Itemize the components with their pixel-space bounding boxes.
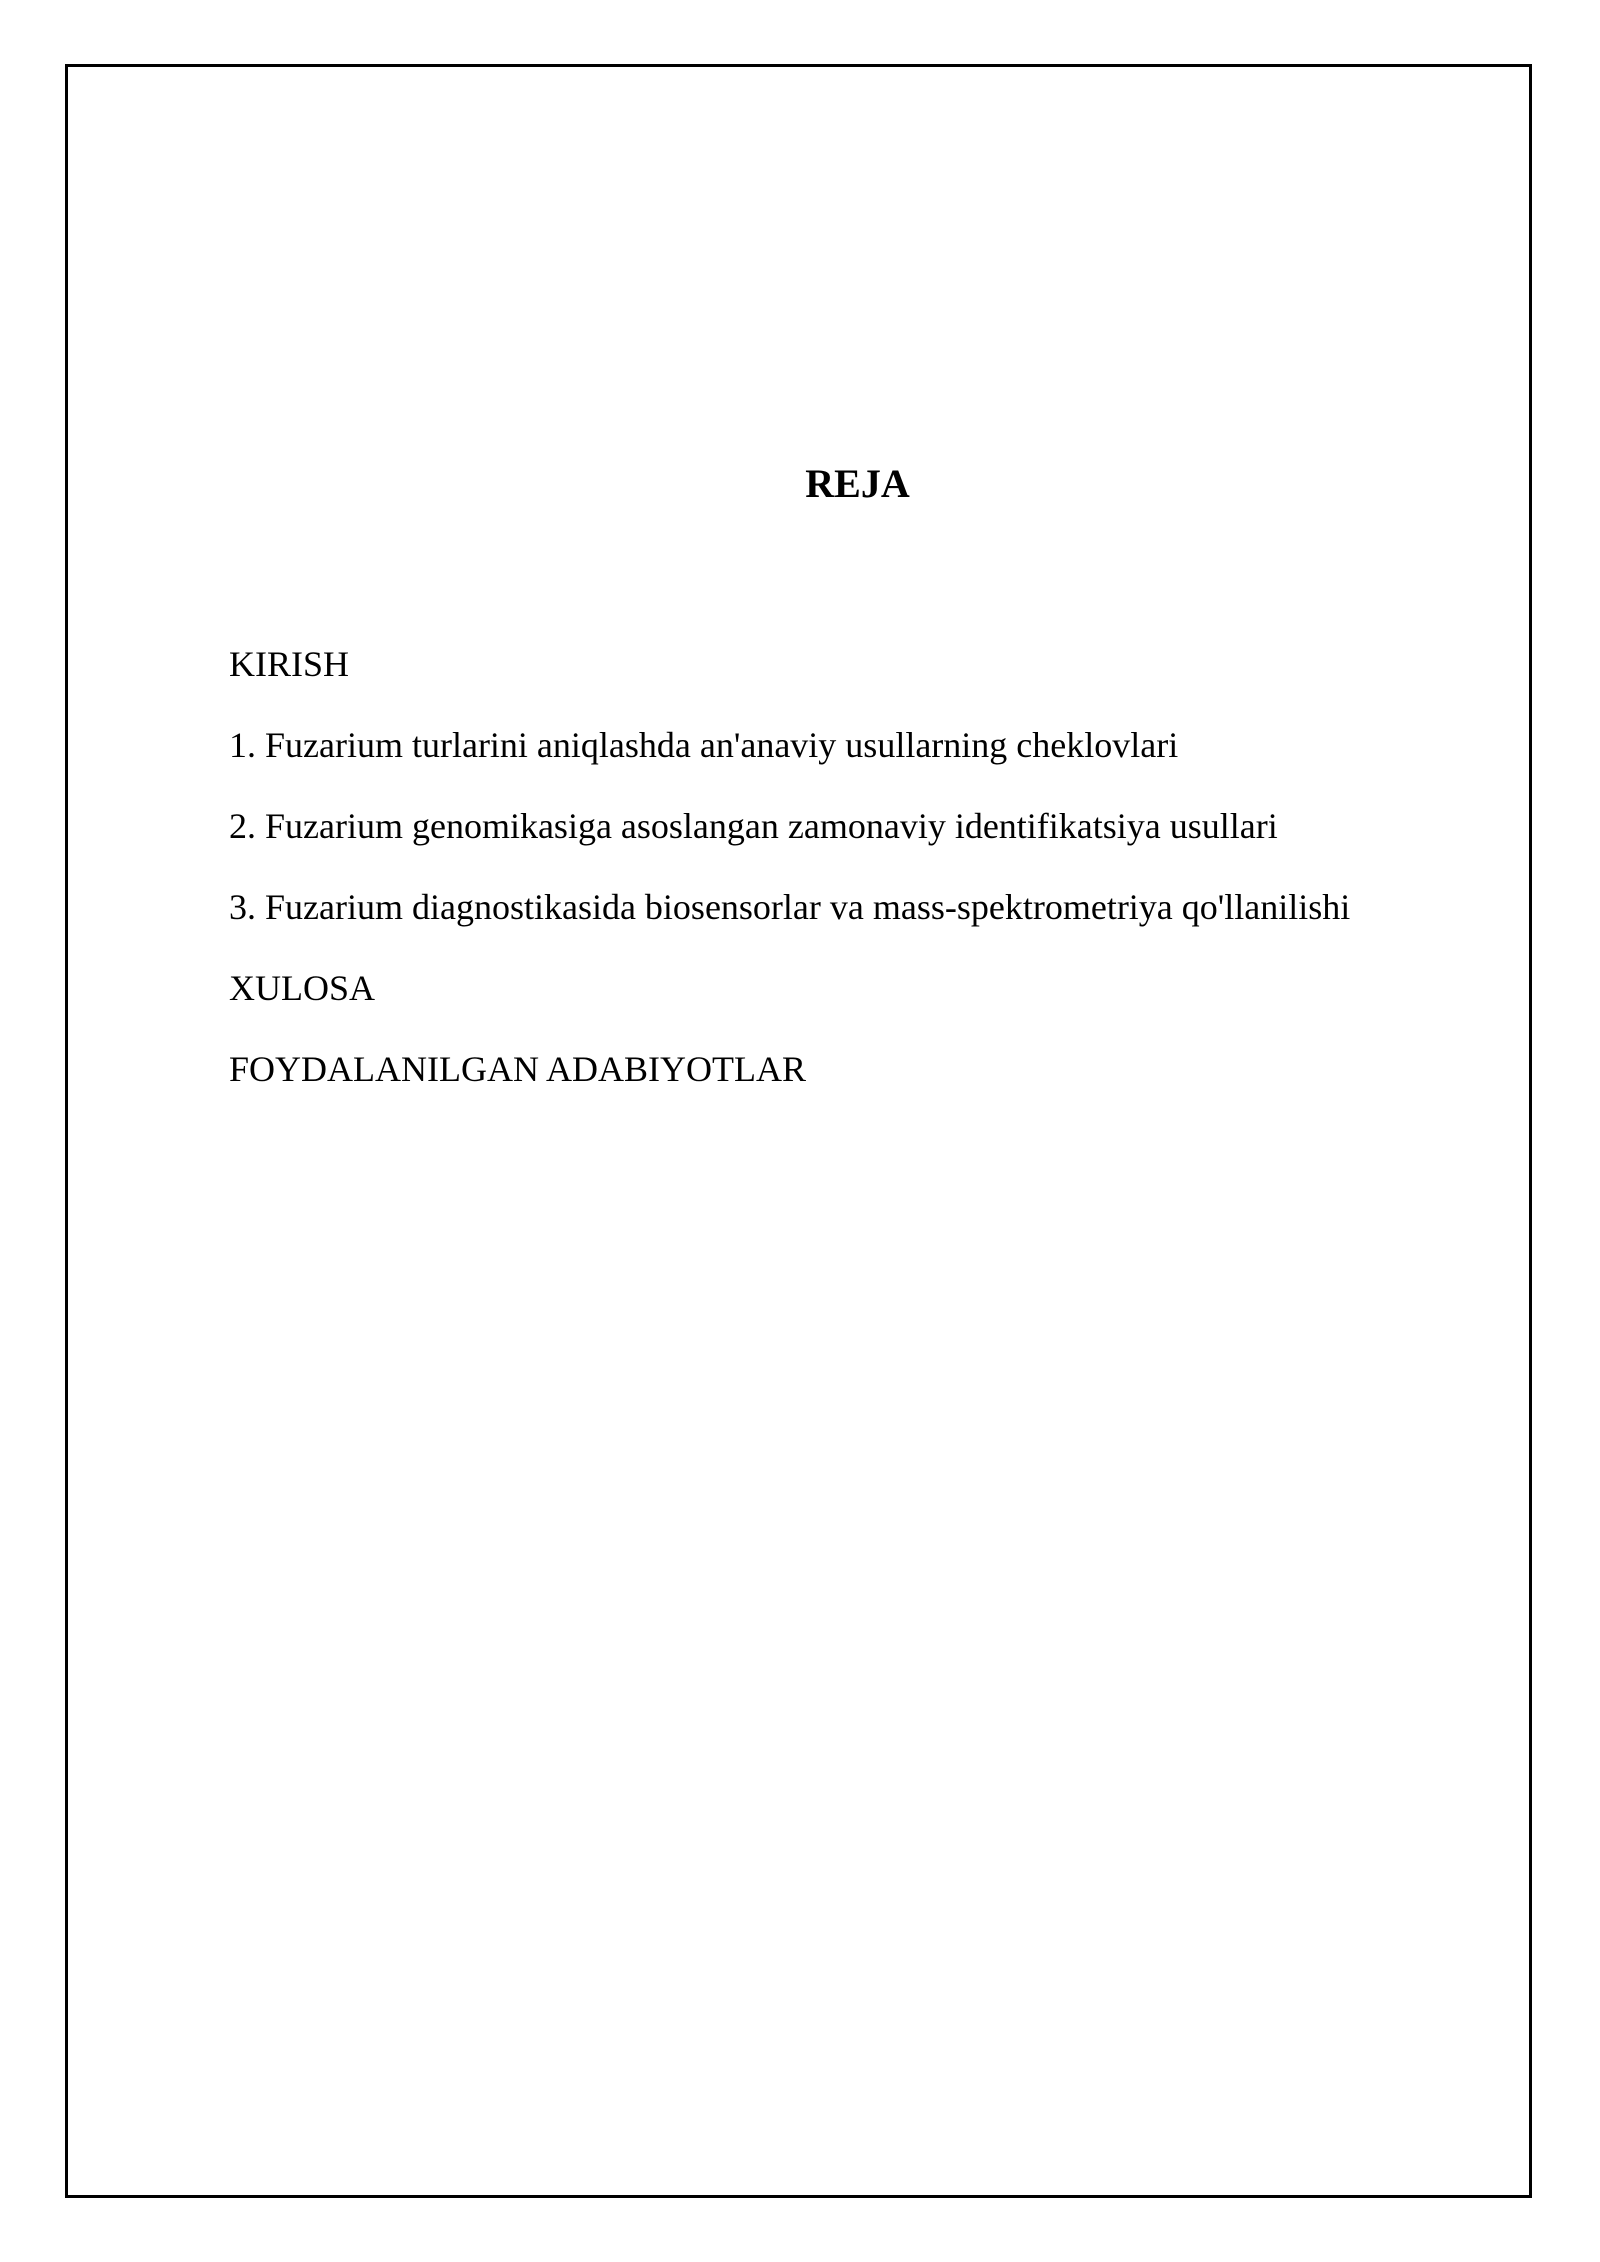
page-border (65, 64, 1532, 2198)
toc-item-chapter-1: 1. Fuzarium turlarini aniqlashda an'anaviy usullarning cheklovlari (229, 725, 1179, 765)
page-title: REJA (805, 461, 910, 506)
toc-item-introduction: KIRISH (229, 644, 350, 684)
toc-item-references: FOYDALANILGAN ADABIYOTLAR (229, 1049, 806, 1089)
toc-item-chapter-3: 3. Fuzarium diagnostikasida biosensorlar va mass-spektrometriya qo'llanilishi (229, 887, 1351, 927)
toc-item-conclusion: XULOSA (229, 968, 376, 1008)
toc-item-chapter-2: 2. Fuzarium genomikasiga asoslangan zamonaviy identifikatsiya usullari (229, 806, 1278, 846)
table-of-contents (229, 636, 1350, 1122)
